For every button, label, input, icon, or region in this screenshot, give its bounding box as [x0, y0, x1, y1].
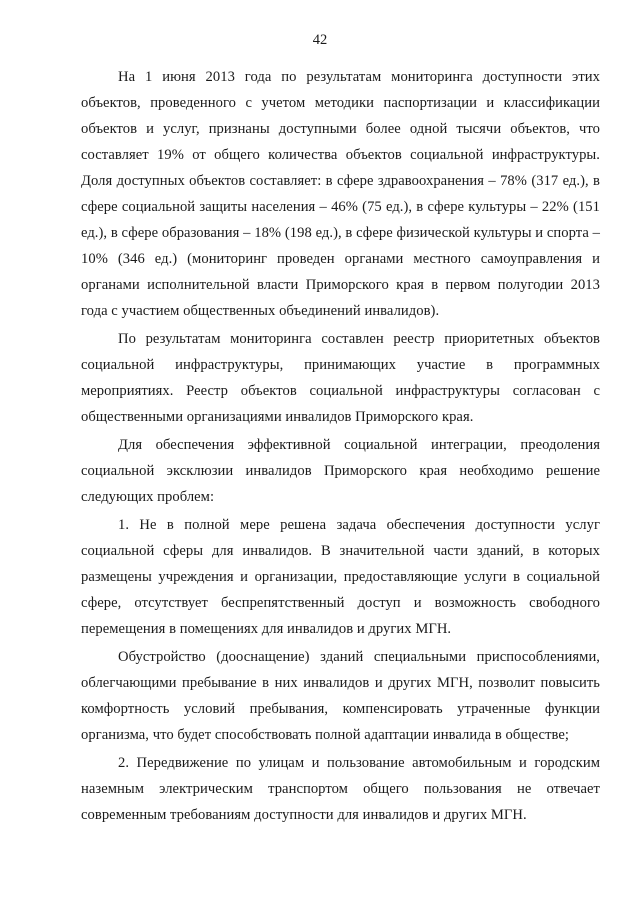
paragraph-problem-1: 1. Не в полной мере решена задача обеспечения доступности услуг социальной сферы для инвалидов. В значительной части зданий, в которых размещены учреждения и организации, предоставляющие услуги в социальной сфере, отсутствует беспрепятственный доступ и возможность свободного перемещения в помещениях для инвалидов и других МГН.: [81, 517, 600, 637]
paragraph-accessibility-monitoring: На 1 июня 2013 года по результатам мониторинга доступности этих объектов, проведенного с учетом методики паспортизации и классификации объектов и услуг, признаны доступными более одной тысячи объектов, что составляет 19% от общего количества объектов социальной инфраструктуры. Доля доступных объектов составляет: в сфере здравоохранения – 78% (317 ед.), в сфере социальной защиты населения – 46% (75 ед.), в сфере культуры – 22% (151 ед.), в сфере образования – 18% (198 ед.), в сфере физической культуры и спорта – 10% (346 ед.) (мониторинг проведен органами местного самоуправления и органами исполнительной власти Приморского края в первом полугодии 2013 года с участием общественных объединений инвалидов).: [81, 69, 600, 319]
page-number: 42: [312, 32, 328, 48]
document-body: [81, 64, 600, 828]
paragraph-priority-register: По результатам мониторинга составлен реестр приоритетных объектов социальной инфраструктуры, принимающих участие в программных мероприятиях. Реестр объектов социальной инфраструктуры согласован с общественными организациями инвалидов Приморского края.: [81, 331, 600, 425]
paragraph-problem-2: 2. Передвижение по улицам и пользование автомобильным и городским наземным электрическим транспортом общего пользования не отвечает современным требованиям доступности для инвалидов и других МГН.: [81, 755, 600, 823]
paragraph-building-equipment: Обустройство (дооснащение) зданий специальными приспособлениями, облегчающими пребывание в них инвалидов и других МГН, позволит повысить комфортность условий пребывания, компенсировать утраченные функции организма, что будет способствовать полной адаптации инвалида в обществе;: [81, 649, 600, 743]
paragraph-integration-problems: Для обеспечения эффективной социальной интеграции, преодоления социальной эксклюзии инвалидов Приморского края необходимо решение следующих проблем:: [81, 437, 600, 505]
